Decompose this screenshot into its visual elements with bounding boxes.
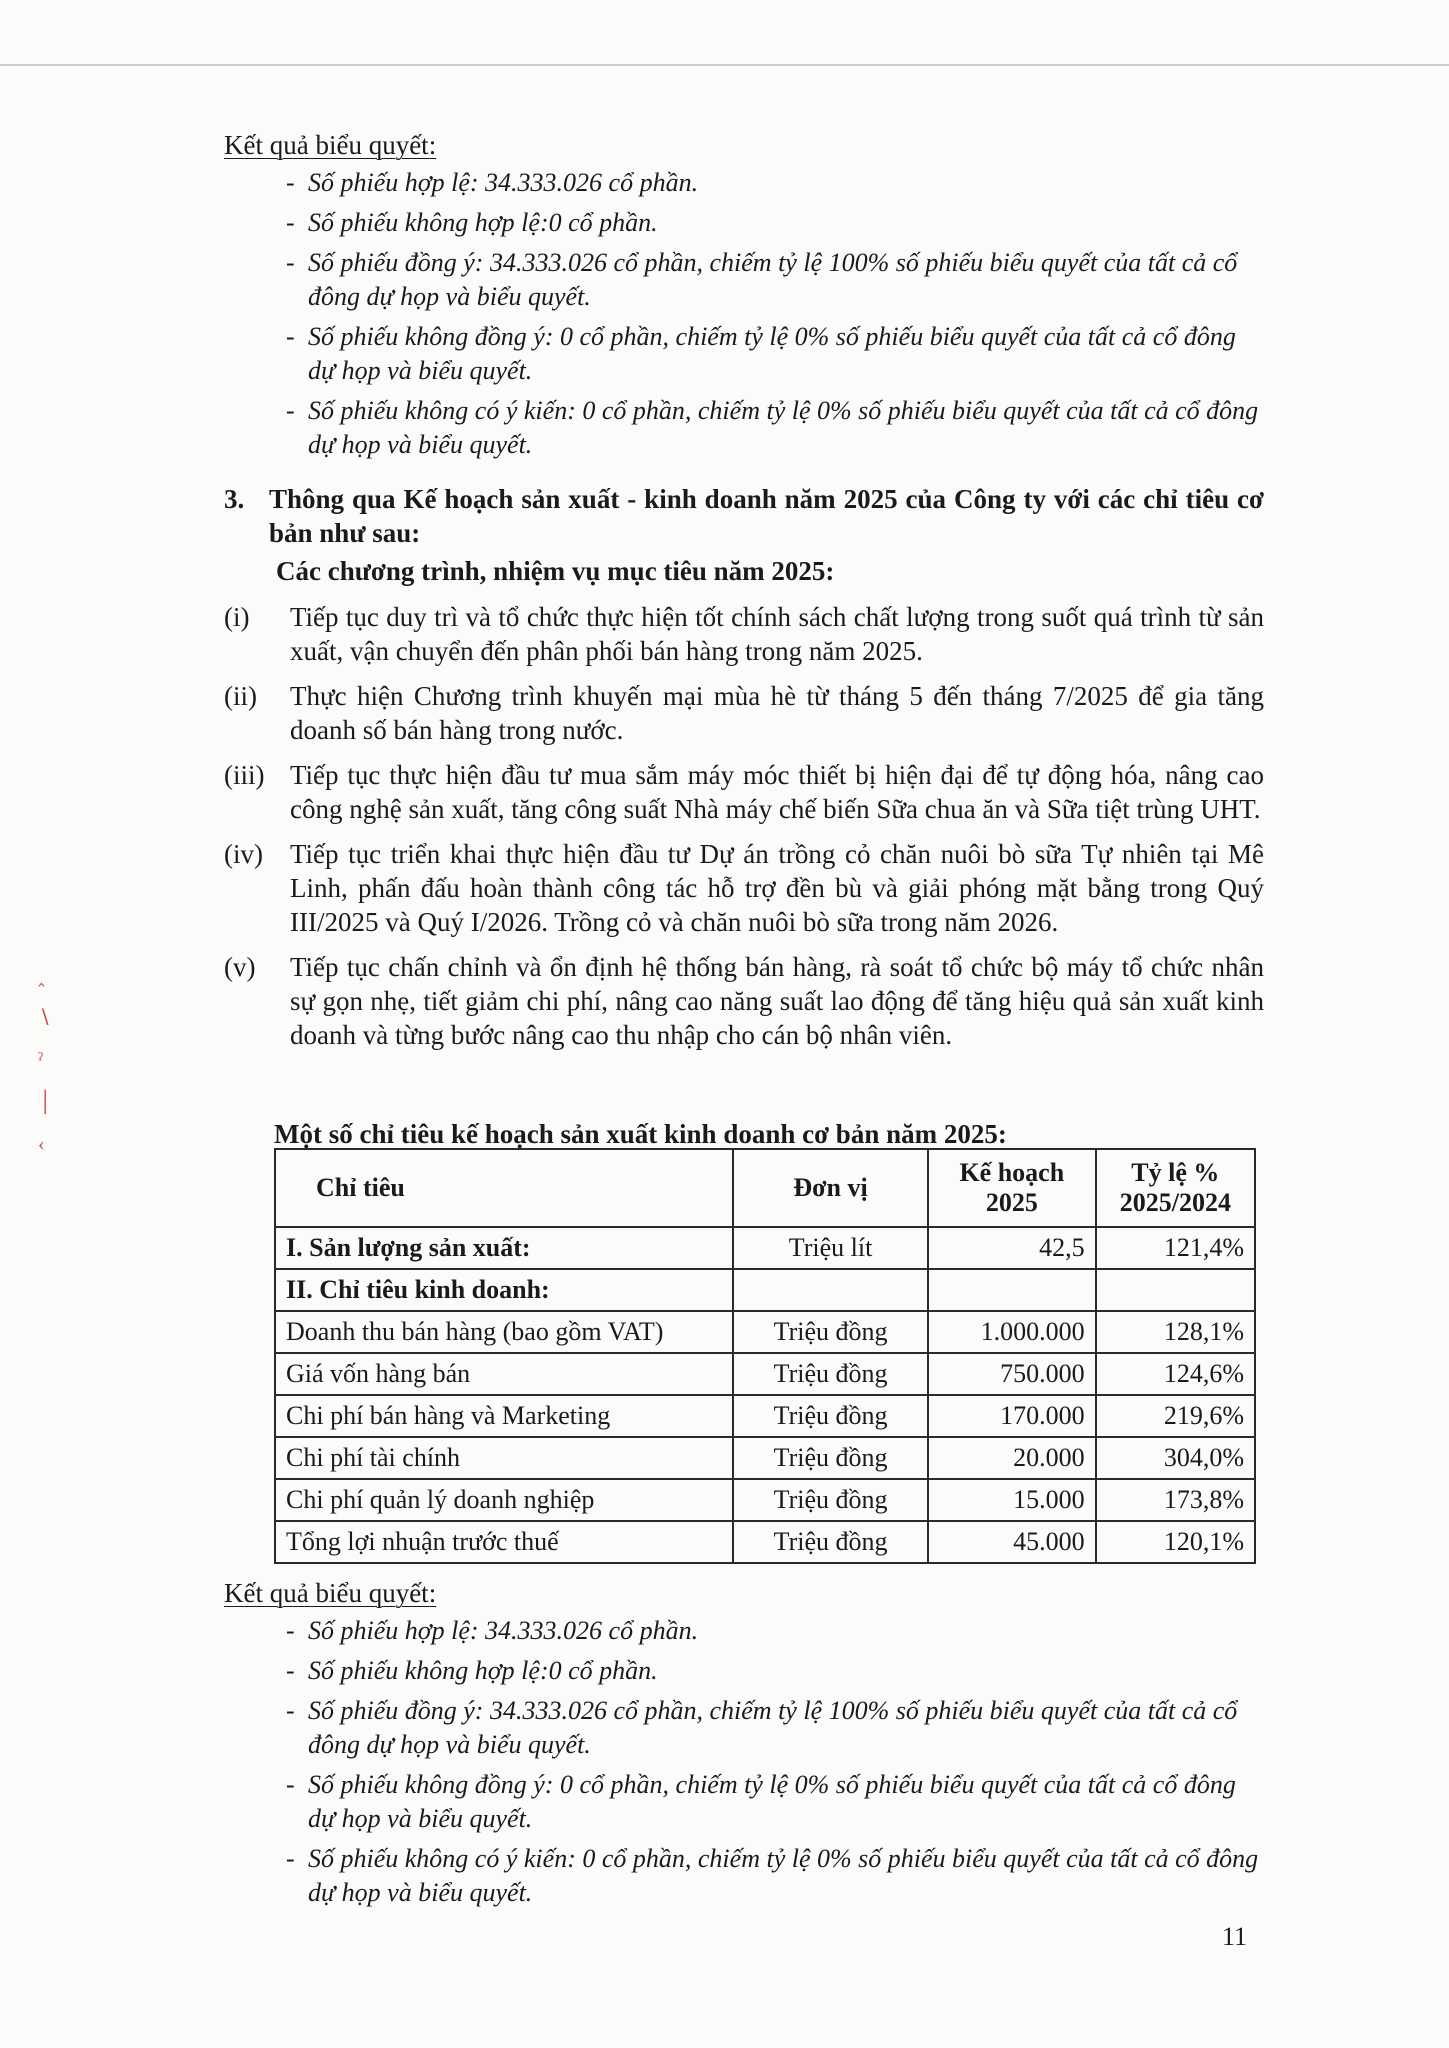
goal-number: (iii)	[224, 760, 265, 790]
cell-plan: 42,5	[928, 1227, 1096, 1269]
cell-ratio	[1096, 1269, 1255, 1311]
vote-item: - Số phiếu hợp lệ: 34.333.026 cổ phần.	[286, 1614, 1264, 1648]
table-row	[275, 1395, 1255, 1437]
cell-unit: Triệu đồng	[733, 1311, 928, 1353]
cell-plan: 1.000.000	[928, 1311, 1096, 1353]
vote-item: - Số phiếu không hợp lệ:0 cổ phần.	[286, 1654, 1264, 1688]
vote-item: - Số phiếu không có ý kiến: 0 cổ phần, chiếm tỷ lệ 0% số phiếu biểu quyết của tất cả cổ đông dự họp và biểu quyết.	[286, 1842, 1264, 1910]
vote-results-heading: Kết quả biểu quyết:	[224, 130, 437, 160]
vote-results-list	[224, 166, 1264, 462]
page-number: 11	[1222, 1922, 1248, 1951]
goal-list	[224, 600, 1264, 1052]
cell-ratio: 124,6%	[1096, 1353, 1255, 1395]
table-row	[275, 1269, 1255, 1311]
goal-item	[224, 600, 1264, 668]
header-unit: Đơn vị	[733, 1149, 928, 1227]
goal-number: (iv)	[224, 839, 263, 869]
section-number: 3.	[224, 484, 245, 514]
table-row	[275, 1353, 1255, 1395]
cell-unit: Triệu đồng	[733, 1437, 928, 1479]
table-row	[275, 1521, 1255, 1563]
vote-item: - Số phiếu đồng ý: 34.333.026 cổ phần, chiếm tỷ lệ 100% số phiếu biểu quyết của tất cả cổ đông dự họp và biểu quyết.	[286, 246, 1264, 314]
cell-indicator: Chi phí bán hàng và Marketing	[275, 1395, 733, 1437]
vote-results-list	[224, 1614, 1264, 1910]
vote-results-1	[224, 128, 1264, 468]
section-3	[224, 482, 1264, 1063]
goal-number: (i)	[224, 602, 250, 632]
goal-text: Tiếp tục chấn chỉnh và ổn định hệ thống bán hàng, rà soát tổ chức bộ máy tổ chức nhân sự gọn nhẹ, tiết giảm chi phí, nâng cao năng suất lao động để tăng hiệu quả sản xuất kinh doanh và từng bước nâng cao thu nhập cho cán bộ nhân viên.	[290, 952, 1264, 1050]
vote-item: - Số phiếu hợp lệ: 34.333.026 cổ phần.	[286, 166, 1264, 200]
section-subtitle: Các chương trình, nhiệm vụ mục tiêu năm 2025:	[276, 556, 835, 586]
table-row	[275, 1479, 1255, 1521]
vote-item: - Số phiếu không có ý kiến: 0 cổ phần, chiếm tỷ lệ 0% số phiếu biểu quyết của tất cả cổ đông dự họp và biểu quyết.	[286, 394, 1264, 462]
cell-indicator: II. Chỉ tiêu kinh doanh:	[275, 1269, 733, 1311]
vote-item: - Số phiếu không đồng ý: 0 cổ phần, chiếm tỷ lệ 0% số phiếu biểu quyết của tất cả cổ đông dự họp và biểu quyết.	[286, 1768, 1264, 1836]
header-plan	[928, 1149, 1096, 1227]
scan-top-line	[0, 64, 1449, 66]
margin-marks: ‸ ∖ ˀ │ ‹	[38, 965, 53, 1155]
goal-text: Tiếp tục thực hiện đầu tư mua sắm máy móc thiết bị hiện đại để tự động hóa, nâng cao công nghệ sản xuất, tăng công suất Nhà máy chế biến Sữa chua ăn và Sữa tiệt trùng UHT.	[290, 760, 1264, 824]
goal-text: Thực hiện Chương trình khuyến mại mùa hè từ tháng 5 đến tháng 7/2025 để gia tăng doanh số bán hàng trong nước.	[290, 681, 1264, 745]
cell-plan: 15.000	[928, 1479, 1096, 1521]
table-row	[275, 1437, 1255, 1479]
goal-item	[224, 837, 1264, 939]
cell-ratio: 173,8%	[1096, 1479, 1255, 1521]
header-plan-line1: Kế hoạch	[959, 1158, 1065, 1187]
cell-indicator: Chi phí tài chính	[275, 1437, 733, 1479]
cell-ratio: 128,1%	[1096, 1311, 1255, 1353]
vote-item: - Số phiếu không hợp lệ:0 cổ phần.	[286, 206, 1264, 240]
goal-text: Tiếp tục triển khai thực hiện đầu tư Dự án trồng cỏ chăn nuôi bò sữa Tự nhiên tại Mê Linh, phấn đấu hoàn thành công tác hỗ trợ đền bù và giải phóng mặt bằng trong Quý III/2025 và Quý I/2026. Trồng cỏ và chăn nuôi bò sữa trong năm 2026.	[290, 839, 1264, 937]
section-title: Thông qua Kế hoạch sản xuất - kinh doanh năm 2025 của Công ty với các chỉ tiêu cơ bản như sau:	[269, 484, 1264, 548]
cell-unit: Triệu đồng	[733, 1521, 928, 1563]
cell-indicator: Chi phí quản lý doanh nghiệp	[275, 1479, 733, 1521]
cell-plan: 750.000	[928, 1353, 1096, 1395]
cell-unit: Triệu đồng	[733, 1479, 928, 1521]
vote-item: - Số phiếu đồng ý: 34.333.026 cổ phần, chiếm tỷ lệ 100% số phiếu biểu quyết của tất cả cổ đông dự họp và biểu quyết.	[286, 1694, 1264, 1762]
cell-plan	[928, 1269, 1096, 1311]
cell-indicator: I. Sản lượng sản xuất:	[275, 1227, 733, 1269]
table-row	[275, 1311, 1255, 1353]
plan-table	[274, 1148, 1256, 1564]
vote-item: - Số phiếu không đồng ý: 0 cổ phần, chiếm tỷ lệ 0% số phiếu biểu quyết của tất cả cổ đông dự họp và biểu quyết.	[286, 320, 1264, 388]
cell-ratio: 121,4%	[1096, 1227, 1255, 1269]
cell-ratio: 304,0%	[1096, 1437, 1255, 1479]
goal-text: Tiếp tục duy trì và tổ chức thực hiện tốt chính sách chất lượng trong suốt quá trình từ sản xuất, vận chuyển đến phân phối bán hàng trong năm 2025.	[290, 602, 1264, 666]
cell-indicator: Doanh thu bán hàng (bao gồm VAT)	[275, 1311, 733, 1353]
goal-number: (ii)	[224, 681, 257, 711]
goal-item	[224, 758, 1264, 826]
cell-plan: 45.000	[928, 1521, 1096, 1563]
header-plan-line2: 2025	[985, 1188, 1038, 1217]
cell-indicator: Giá vốn hàng bán	[275, 1353, 733, 1395]
cell-unit: Triệu lít	[733, 1227, 928, 1269]
header-indicator: Chỉ tiêu	[275, 1149, 733, 1227]
goal-item	[224, 679, 1264, 747]
cell-ratio: 120,1%	[1096, 1521, 1255, 1563]
table-row	[275, 1227, 1255, 1269]
cell-indicator: Tổng lợi nhuận trước thuế	[275, 1521, 733, 1563]
cell-plan: 170.000	[928, 1395, 1096, 1437]
cell-plan: 20.000	[928, 1437, 1096, 1479]
cell-unit: Triệu đồng	[733, 1395, 928, 1437]
cell-ratio: 219,6%	[1096, 1395, 1255, 1437]
header-ratio	[1096, 1149, 1255, 1227]
table-header-row	[275, 1149, 1255, 1227]
cell-unit: Triệu đồng	[733, 1353, 928, 1395]
header-ratio-line1: Tỷ lệ %	[1131, 1158, 1220, 1187]
header-ratio-line2: 2025/2024	[1119, 1188, 1231, 1217]
cell-unit	[733, 1269, 928, 1311]
goal-number: (v)	[224, 952, 256, 982]
vote-results-2	[224, 1576, 1264, 1916]
goal-item	[224, 950, 1264, 1052]
table-title: Một số chỉ tiêu kế hoạch sản xuất kinh doanh cơ bản năm 2025:	[274, 1119, 1007, 1149]
vote-results-heading: Kết quả biểu quyết:	[224, 1578, 437, 1608]
